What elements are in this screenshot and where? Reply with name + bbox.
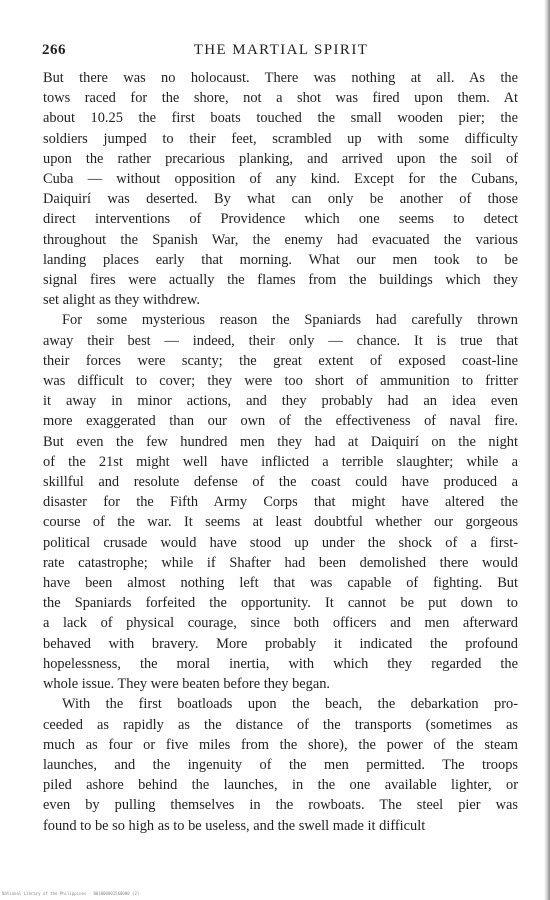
text-line: even by pulling themselves in the rowboats. The steel pier was	[43, 797, 518, 814]
text-line: of the 21st might well have inflicted a terrible slaughter; while a	[43, 453, 518, 470]
paragraph	[43, 694, 518, 835]
text-line: was difficult to cover; they were too short of ammunition to fritter	[43, 373, 518, 390]
text-line: throughout the Spanish War, the enemy had evacuated the various	[43, 231, 518, 248]
text-line: have been almost nothing left that was capable of fighting. But	[43, 575, 518, 592]
text-line: Daiquirí was deserted. By what can only be another of those	[43, 191, 518, 208]
text-line: away their best — indeed, their only — chance. It is true that	[43, 332, 518, 349]
paragraph	[43, 310, 518, 694]
text-line: found to be so high as to be useless, and the swell made it difficult	[43, 817, 426, 834]
page-number: 266	[42, 42, 66, 58]
text-line: upon the rather precarious planking, and arrived upon the soil of	[43, 150, 518, 167]
text-line: landing places early that morning. What our men took to be	[43, 251, 518, 268]
text-line: ceeded as rapidly as the distance of the transports (sometimes as	[43, 716, 518, 733]
text-line: Cuba — without opposition of any kind. Except for the Cubans,	[43, 171, 518, 188]
text-line: signal fires were actually the flames from the buildings which they	[43, 272, 518, 289]
text-line: about 10.25 the first boats touched the small wooden pier; the	[43, 110, 518, 127]
running-title: THE MARTIAL SPIRIT	[193, 42, 369, 58]
text-line: direct interventions of Providence which one seems to detect	[43, 211, 518, 228]
text-line: tows raced for the shore, not a shot was fired upon them. At	[43, 90, 518, 107]
text-line: the Spaniards forfeited the opportunity. It cannot be put down to	[43, 595, 518, 612]
text-line: whole issue. They were beaten before they began.	[43, 676, 331, 693]
text-line: more exaggerated than our own of the effectiveness of naval fire.	[43, 413, 518, 430]
text-line: piled ashore behind the launches, in the one available lighter, or	[43, 777, 518, 794]
text-line: set alight as they withdrew.	[43, 292, 200, 309]
text-line: rate catastrophe; while if Shafter had been demolished there would	[43, 554, 518, 571]
text-line: it away in minor actions, and they probably had an idea even	[43, 393, 518, 410]
text-line: For some mysterious reason the Spaniards had carefully thrown	[62, 312, 518, 329]
body-text	[43, 68, 518, 836]
text-line: With the first boatloads upon the beach, the debarkation pro-	[62, 696, 518, 713]
text-line: a lack of physical courage, since both officers and men afterward	[43, 615, 518, 632]
scan-footer-note: National Library of the Philippines · B01000001560000 (2)	[2, 891, 140, 896]
page-edge-shadow	[544, 0, 550, 900]
page-header	[42, 42, 520, 62]
text-line: skillful and resolute defense of the coast could have produced a	[43, 474, 518, 491]
text-line: much as four or five miles from the shore), the power of the steam	[43, 736, 518, 753]
text-line: soldiers jumped to their feet, scrambled up with some difficulty	[43, 130, 518, 147]
text-line: their forces were scanty; the great extent of exposed coast-line	[43, 352, 518, 369]
text-line: hopelessness, the moral inertia, with which they regarded the	[43, 655, 518, 672]
text-line: launches, and the ingenuity of the men permitted. The troops	[43, 756, 518, 773]
text-line: But there was no holocaust. There was nothing at all. As the	[43, 70, 518, 86]
paragraph	[43, 68, 518, 310]
text-line: behaved with bravery. More probably it indicated the profound	[43, 635, 518, 652]
text-line: political crusade would have stood up under the shock of a first-	[43, 534, 518, 551]
text-line: But even the few hundred men they had at Daiquirí on the night	[43, 433, 518, 450]
text-line: disaster for the Fifth Army Corps that might have altered the	[43, 494, 518, 511]
text-line: course of the war. It seems at least doubtful whether our gorgeous	[43, 514, 518, 531]
